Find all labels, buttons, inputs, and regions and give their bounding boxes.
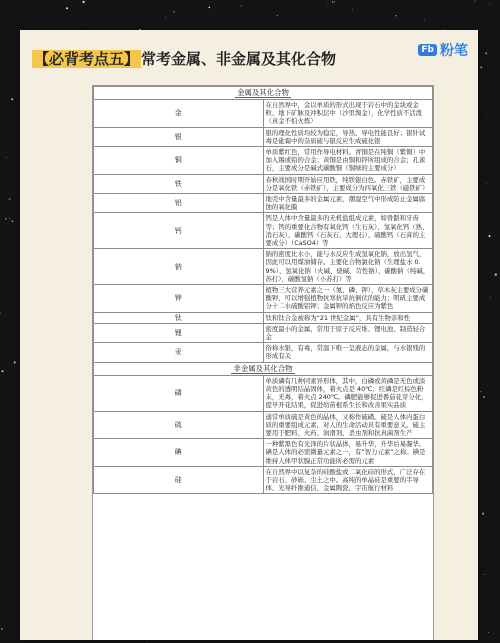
- section-title-cell: [94, 362, 433, 375]
- section-header: [94, 362, 433, 375]
- star-dot: [0, 313, 1, 314]
- element-description: 俗称水银，有毒，常温下唯一呈液态的金属，与水银残的形成有关: [263, 343, 433, 362]
- star-dot: [241, 6, 242, 7]
- section-header: [94, 87, 433, 100]
- table-row: [94, 466, 433, 494]
- star-dot: [395, 15, 396, 16]
- element-description: 钛和钛合金被称为“21 世纪金属”，具有生物亲和性: [263, 312, 433, 323]
- element-description: 钠的密度比水小，能与水反应生成氢氧化钠，放出氢气，因此可以用煤油储存。主要化合物氯化钠（生理盐水 0.9%）、氢氧化钠（火碱、烧碱、苛性钠）、碳酸钠（纯碱、苏打）、碳酸氢钠（小苏打）等: [263, 249, 433, 285]
- element-name: 铁: [94, 174, 264, 193]
- star-dot: [489, 3, 490, 4]
- table-row: [94, 439, 433, 467]
- element-description: 春秋战国时期开始应用铁，纯铁银白色。赤铁矿，主要成分是氧化铁（赤铁矿），主要成分为四氧化三铁（磁铁矿）: [263, 174, 433, 193]
- element-description: 在自然界中，金以单质的形式出现于岩石中的金块或金粒、地下矿脉及冲积层中（沙里淘金），化学性质不活泼（真金不怕火炼）: [263, 100, 433, 128]
- element-description: 密度最小的金属，常用于原子反应堆、锂电池、制造轻合金: [263, 323, 433, 342]
- document-page: [20, 30, 478, 640]
- star-dot: [352, 9, 353, 10]
- star-dot: [84, 24, 85, 25]
- star-dot: [11, 98, 13, 100]
- logo-text: 粉笔: [440, 43, 468, 59]
- star-dot: [208, 7, 210, 9]
- table-row: [94, 375, 433, 411]
- table-row: [94, 285, 433, 313]
- star-dot: [66, 7, 68, 9]
- star-dot: [332, 1, 333, 2]
- star-dot: [83, 1, 85, 3]
- star-dot: [14, 362, 16, 364]
- element-name: 钛: [94, 312, 264, 323]
- table-row: [94, 174, 433, 193]
- star-dot: [488, 632, 489, 633]
- star-dot: [334, 1, 335, 2]
- element-name: 汞: [94, 343, 264, 362]
- element-name: 钾: [94, 285, 264, 313]
- table-row: [94, 323, 433, 342]
- section-title: 非金属及其化合物: [233, 363, 293, 373]
- element-description: 通常单质硫是黄色的晶体，又称作硫磺。硫是人体内蛋白质的重要组成元素，对人的生命活动具有重要意义。硫主要用于肥料、火药、润滑剂、杀虫剂和抗真菌剂生产: [263, 411, 433, 439]
- star-dot: [485, 52, 487, 54]
- element-name: 铝: [94, 194, 264, 213]
- star-dot: [9, 218, 10, 219]
- star-dot: [165, 17, 166, 18]
- table-row: [94, 312, 433, 323]
- element-name: 碘: [94, 439, 264, 467]
- star-dot: [5, 218, 7, 220]
- star-dot: [482, 512, 484, 514]
- element-name: 硅: [94, 466, 264, 494]
- element-name: 铜: [94, 147, 264, 175]
- star-dot: [9, 198, 11, 200]
- star-dot: [495, 273, 497, 275]
- title-tag: 【必背考点五】: [34, 50, 140, 68]
- element-name: 钙: [94, 213, 264, 249]
- section-title: 金属及其化合物: [237, 87, 289, 97]
- star-dot: [487, 114, 488, 115]
- elements-table: [93, 86, 433, 494]
- star-dot: [147, 642, 148, 643]
- star-dot: [327, 5, 328, 6]
- table-row: [94, 147, 433, 175]
- star-dot: [483, 396, 484, 397]
- element-name: 钠: [94, 249, 264, 285]
- element-description: 银的理化性质均较为稳定，导热、导电性能良好；银针试毒是砒霜中的杂质硫与银反应生成硫化银: [263, 127, 433, 146]
- element-name: 锂: [94, 323, 264, 342]
- brand-logo: [418, 40, 468, 60]
- table-row: [94, 194, 433, 213]
- page-title: [32, 48, 336, 69]
- star-dot: [12, 220, 14, 222]
- star-dot: [479, 330, 480, 331]
- title-text: 常考金属、非金属及其化合物: [141, 50, 337, 68]
- section-title-cell: [94, 87, 433, 100]
- star-dot: [2, 370, 4, 372]
- star-dot: [424, 20, 425, 21]
- element-name: 银: [94, 127, 264, 146]
- element-name: 硫: [94, 411, 264, 439]
- star-dot: [489, 235, 491, 237]
- element-description: 植物三大营养元素之一（氮、磷、钾），草木灰主要成分碳酸钾，可以增强植物抗寒抗旱抗倒伏的能力；明矾主要成分十二水硫酸铝钾；金属钾的焰色反应为紫色: [263, 285, 433, 313]
- star-dot: [480, 391, 481, 392]
- star-dot: [484, 574, 485, 575]
- element-description: 单质紫红色，常用作导电材料。青铜是在纯铜（紫铜）中加入锡或铅的合金；黄铜是由铜和锌所组成的合金；孔雀石，主要成分是碱式碳酸铜（铜绿的主要成分）: [263, 147, 433, 175]
- table-row: [94, 249, 433, 285]
- star-dot: [6, 157, 7, 158]
- table-row: [94, 127, 433, 146]
- star-dot: [480, 67, 481, 68]
- star-dot: [277, 15, 278, 16]
- logo-mark: Fb: [418, 44, 437, 56]
- element-name: 磷: [94, 375, 264, 411]
- star-dot: [174, 11, 175, 12]
- element-description: 单质磷有几种同素异形体，其中，白磷或黄磷是无色或淡黄色的透明结晶固体，着火点是 40℃；红磷是红棕色粉末，无毒，着火点 240℃。磷肥能够促进番茄花芽分化，提早开花结果，促进幼苗根系生长和改善果实品质: [263, 375, 433, 411]
- table-row: [94, 213, 433, 249]
- star-dot: [474, 1, 475, 2]
- worksheet: [92, 85, 434, 640]
- element-description: 钙是人体中含量最多的无机盐组成元素，如骨骼和牙齿等；钙的重要化合物有氧化钙（生石灰）、氢氧化钙（熟、消石灰）、碳酸钙（石灰石、大理石）、硫酸钙（石膏的主要成分）（CaSO4）等: [263, 213, 433, 249]
- element-description: 在自然界中以复杂的硅酸盐或二氧化硅的形式，广泛存在于岩石、砂砾、尘土之中。高纯的单晶硅是重要的半导体、光导纤维通信、金属陶瓷、宇宙航行材料: [263, 466, 433, 494]
- element-description: 地壳中含量最多的金属元素，潮湿空气中形成防止金属腐蚀的氧化膜: [263, 194, 433, 213]
- star-dot: [486, 183, 487, 184]
- table-row: [94, 100, 433, 128]
- table-row: [94, 411, 433, 439]
- star-dot: [1, 628, 3, 630]
- table-row: [94, 343, 433, 362]
- star-dot: [490, 297, 491, 298]
- element-name: 金: [94, 100, 264, 128]
- element-description: 一种紫黑色有光泽的片状晶体，易升华，升华后易凝华。碘是人体的必需微量元素之一，有“智力元素”之称。碘是维持人体甲状腺正常功能所必需的元素: [263, 439, 433, 467]
